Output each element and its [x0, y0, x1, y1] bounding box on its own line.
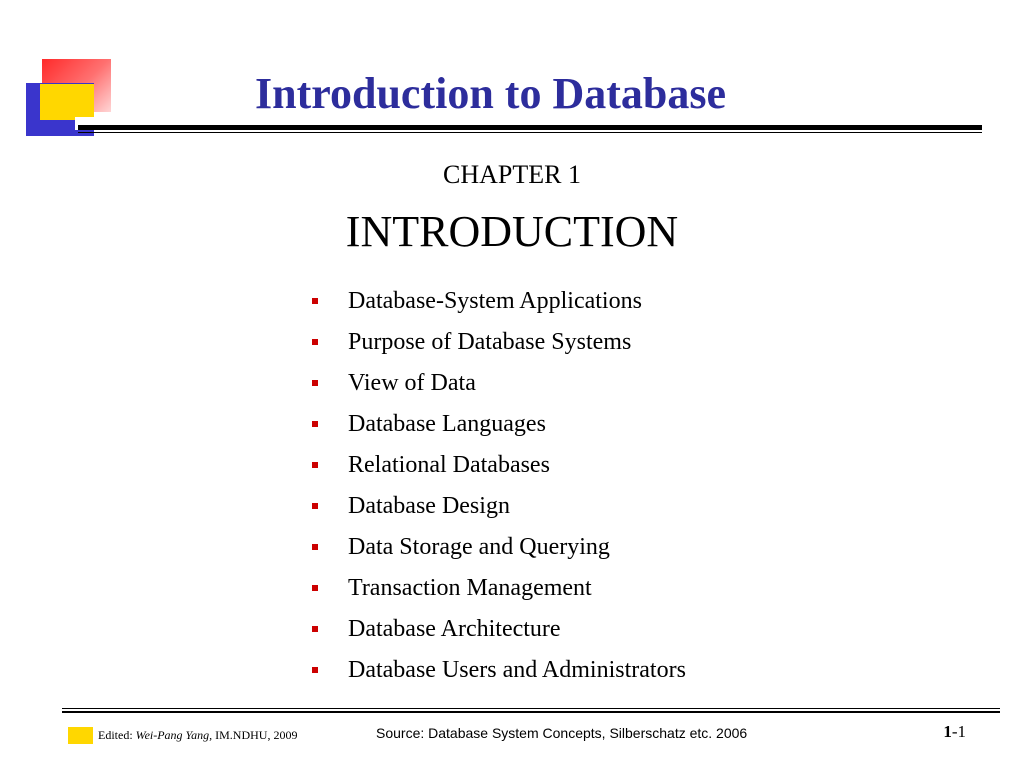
footer-affiliation: IM.NDHU, 2009: [212, 728, 298, 742]
footer-editor-name: Wei-Pang Yang,: [135, 728, 213, 742]
bullet-square-icon: [312, 298, 318, 304]
topic-label: Transaction Management: [348, 575, 592, 601]
topic-label: Database Design: [348, 493, 510, 519]
bullet-square-icon: [312, 585, 318, 591]
topic-label: Database-System Applications: [348, 288, 642, 314]
slide-title: Introduction to Database: [255, 69, 727, 118]
topic-label: Database Users and Administrators: [348, 657, 686, 683]
bullet-square-icon: [312, 380, 318, 386]
footer-yellow-square: [68, 727, 93, 744]
bullet-square-icon: [312, 462, 318, 468]
bullet-square-icon: [312, 626, 318, 632]
bullet-square-icon: [312, 544, 318, 550]
bullet-square-icon: [312, 339, 318, 345]
footer-edited-prefix: Edited:: [98, 728, 136, 742]
topic-label: View of Data: [348, 370, 476, 396]
bullet-square-icon: [312, 421, 318, 427]
bullet-square-icon: [312, 503, 318, 509]
page-separator: -: [951, 722, 958, 741]
footer-source: Source: Database System Concepts, Silberschatz etc. 2006: [376, 725, 748, 741]
title-rule-thin: [78, 132, 982, 133]
topic-label: Database Architecture: [348, 616, 561, 642]
title-rule-thick: [78, 125, 982, 130]
footer-edited-credit: [98, 727, 297, 743]
topic-label: Database Languages: [348, 411, 546, 437]
page-number: [943, 722, 966, 742]
topic-label: Purpose of Database Systems: [348, 329, 632, 355]
footer-rule-thick: [62, 711, 1000, 713]
footer-rule-thin: [62, 708, 1000, 709]
topic-label: Relational Databases: [348, 452, 550, 478]
topic-label: Data Storage and Querying: [348, 534, 610, 560]
chapter-label: CHAPTER 1: [443, 160, 581, 189]
bullet-square-icon: [312, 667, 318, 673]
logo-yellow-square: [40, 84, 94, 120]
page-slide-number: 1: [957, 722, 966, 741]
page-chapter-number: 1: [943, 722, 952, 741]
chapter-heading: INTRODUCTION: [345, 207, 679, 256]
